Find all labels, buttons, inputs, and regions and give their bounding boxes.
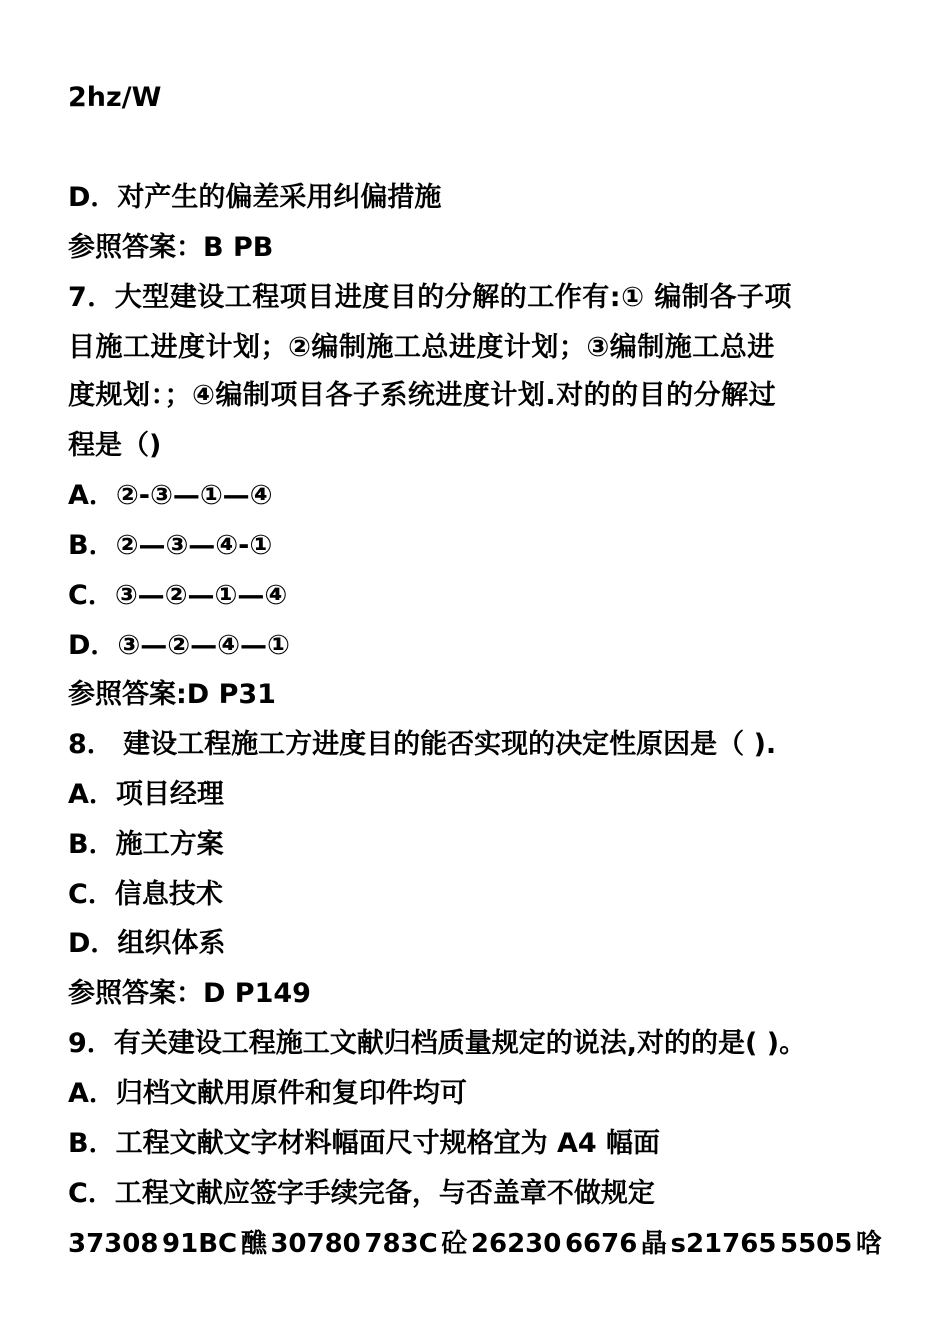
q7-option-d: D．③—②—④—①	[68, 630, 290, 661]
footer-token: 30780	[270, 1229, 361, 1259]
q7-option-c: C．③—②—①—④	[68, 580, 288, 611]
q9-option-c: C．工程文献应签字手续完备，与否盖章不做规定	[68, 1178, 655, 1209]
footer-token: 91BC	[162, 1229, 238, 1259]
footer-token: 783C	[364, 1229, 438, 1259]
footer-token: 6676	[564, 1229, 638, 1259]
q7-option-b: B．②—③—④-①	[68, 530, 273, 561]
header-fragment: 2hz/W	[68, 82, 162, 113]
footer-token: 26230	[470, 1229, 562, 1259]
footer-token: 5505	[780, 1229, 853, 1259]
q8-answer: 参照答案：D P149	[68, 978, 311, 1009]
footer-token: 37308	[68, 1229, 159, 1259]
q7-option-a: A．②-③—①—④	[68, 480, 273, 511]
q9-stem: 9．有关建设工程施工文献归档质量规定的说法,对的的是( )。	[68, 1028, 807, 1059]
q7-stem-line1: 7．大型建设工程项目进度目的分解的工作有:① 编制各子项	[68, 282, 792, 313]
footer-token: 砼	[441, 1229, 468, 1259]
q6-option-d: D．对产生的偏差采用纠偏措施	[68, 182, 442, 213]
footer-token: 唅	[855, 1229, 882, 1259]
footer-token: s21765	[670, 1229, 777, 1259]
q7-stem-line4: 程是（)	[68, 430, 162, 461]
q7-stem-line3: 度规划：；④编制项目各子系统进度计划.对的的目的分解过	[68, 380, 777, 411]
q9-option-a: A．归档文献用原件和复印件均可	[68, 1078, 467, 1109]
q8-option-b: B．施工方案	[68, 829, 224, 860]
q8-option-d: D．组织体系	[68, 928, 226, 959]
footer-code-line	[68, 1226, 882, 1262]
q7-answer: 参照答案:D P31	[68, 679, 276, 710]
q8-option-c: C．信息技术	[68, 879, 223, 910]
q7-stem-line2: 目施工进度计划；②编制施工总进度计划；③编制施工总进	[68, 332, 775, 363]
footer-token: 醮	[240, 1229, 267, 1259]
q8-stem: 8． 建设工程施工方进度目的能否实现的决定性原因是（ ).	[68, 729, 777, 760]
footer-token: 晶	[640, 1229, 667, 1259]
q9-option-b: B．工程文献文字材料幅面尺寸规格宜为 A4 幅面	[68, 1128, 661, 1159]
q8-option-a: A．项目经理	[68, 779, 224, 810]
q6-answer: 参照答案：B PB	[68, 232, 274, 263]
